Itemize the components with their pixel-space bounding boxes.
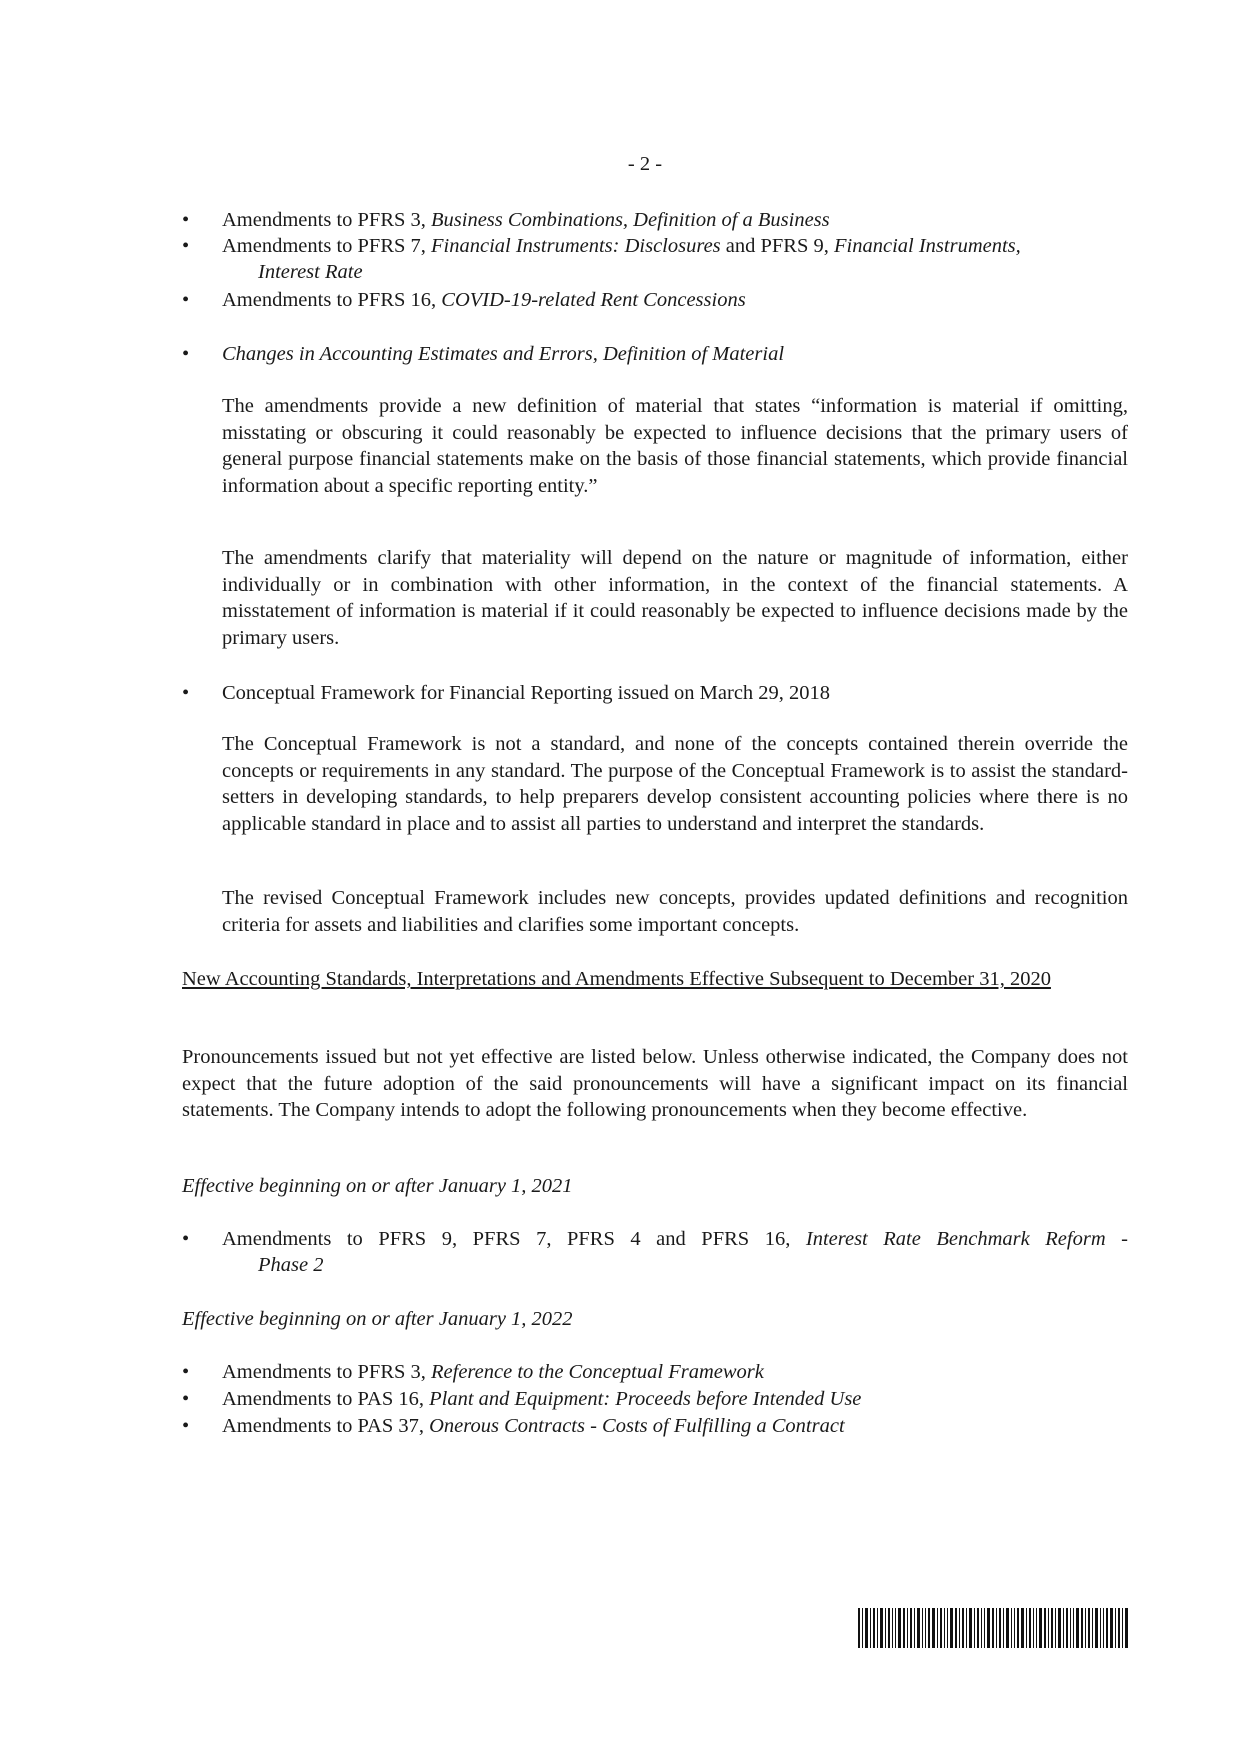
list-item-continuation: Interest Rate xyxy=(258,261,363,283)
section-title-material: Changes in Accounting Estimates and Errors, Definition of Material xyxy=(222,343,785,365)
list-item: Amendments to PFRS 3, Reference to the Conceptual Framework xyxy=(222,1361,764,1383)
bullet-icon: • xyxy=(182,1361,190,1383)
bullet-icon: • xyxy=(182,209,190,231)
bullet-icon: • xyxy=(182,289,190,311)
list-item: Amendments to PFRS 9, PFRS 7, PFRS 4 and PFRS 16, Interest Rate Benchmark Reform - xyxy=(222,1228,1128,1250)
list-item: Amendments to PFRS 3, Business Combinations, Definition of a Business xyxy=(222,209,830,231)
bullet-icon: • xyxy=(182,682,190,704)
bullet-icon: • xyxy=(182,1228,190,1250)
material-paragraph-2: The amendments clarify that materiality will depend on the nature or magnitude of information, either individually or in combination with other information, in the context of the financial statements. A misstatement of information is material if it could reasonably be expected to influence decisions made by the primary users. xyxy=(222,547,1128,649)
effective-2021-label: Effective beginning on or after January 1, 2021 xyxy=(182,1175,573,1197)
framework-paragraph-2: The revised Conceptual Framework includes new concepts, provides updated definitions and recognition criteria for assets and liabilities and clarifies some important concepts. xyxy=(222,887,1128,936)
list-item: Amendments to PFRS 16, COVID-19-related Rent Concessions xyxy=(222,289,746,311)
page-number: - 2 - xyxy=(627,153,663,175)
list-item: Amendments to PFRS 7, Financial Instruments: Disclosures and PFRS 9, Financial Instruments, xyxy=(222,235,1021,257)
new-standards-intro: Pronouncements issued but not yet effective are listed below. Unless otherwise indicated, the Company does not expect that the future adoption of the said pronouncements will have a significant impact on its financial statements. The Company intends to adopt the following pronouncements when they become effective. xyxy=(182,1046,1128,1121)
barcode-icon xyxy=(858,1608,1128,1648)
effective-2022-label: Effective beginning on or after January 1, 2022 xyxy=(182,1308,573,1330)
bullet-icon: • xyxy=(182,1388,190,1410)
section-title-framework: Conceptual Framework for Financial Reporting issued on March 29, 2018 xyxy=(222,682,831,704)
new-standards-heading: New Accounting Standards, Interpretations and Amendments Effective Subsequent to December 31, 2020 xyxy=(182,968,1051,990)
bullet-icon: • xyxy=(182,235,190,257)
list-item: Amendments to PAS 37, Onerous Contracts - Costs of Fulfilling a Contract xyxy=(222,1415,845,1437)
bullet-icon: • xyxy=(182,1415,190,1437)
framework-paragraph-1: The Conceptual Framework is not a standard, and none of the concepts contained therein override the concepts or requirements in any standard. The purpose of the Conceptual Framework is to assist the standard-setters in developing standards, to help preparers develop consistent accounting policies where there is no applicable standard in place and to assist all parties to understand and interpret the standards. xyxy=(222,733,1128,835)
list-item: Amendments to PAS 16, Plant and Equipment: Proceeds before Intended Use xyxy=(222,1388,862,1410)
material-paragraph-1: The amendments provide a new definition of material that states “information is material if omitting, misstating or obscuring it could reasonably be expected to influence decisions that the primary users of general purpose financial statements make on the basis of those financial statements, which provide financial information about a specific reporting entity.” xyxy=(222,395,1128,497)
bullet-icon: • xyxy=(182,343,190,365)
list-item-continuation: Phase 2 xyxy=(258,1254,324,1276)
